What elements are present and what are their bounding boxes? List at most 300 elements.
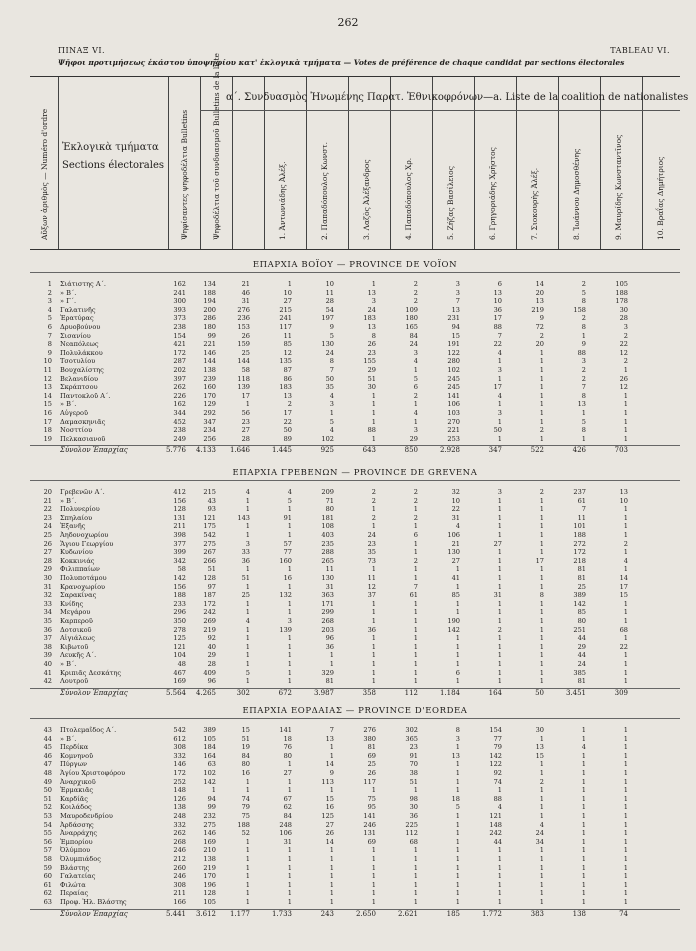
cell-value: 14 (619, 574, 628, 582)
cell-value: 29 (577, 642, 586, 651)
cell-value: 158 (573, 305, 586, 314)
cell-value: 1 (287, 634, 292, 643)
cell-value: 10 (283, 288, 292, 297)
section-name: Σισανίου (60, 331, 91, 340)
cell-value: 75 (367, 794, 376, 803)
row-number: 4 (47, 305, 52, 314)
table-row (30, 400, 680, 409)
row-number: 57 (43, 846, 52, 855)
cell-value: 412 (173, 488, 186, 496)
cell-value: 24 (367, 531, 376, 539)
section-name: » Γ΄. (60, 297, 77, 306)
cell-value: 28 (207, 660, 216, 668)
cell-value: 1 (581, 434, 586, 443)
cell-value: 130 (321, 574, 334, 582)
cell-value: 7 (581, 383, 586, 392)
cell-value: 84 (409, 331, 418, 340)
cell-value: 2 (539, 426, 544, 435)
cell-value: 1 (539, 786, 544, 795)
cell-value: 85 (451, 591, 460, 600)
cell-value: 1 (455, 820, 460, 829)
row-number: 30 (43, 574, 52, 582)
section-name: Ἐξανῆς (60, 522, 86, 531)
section-name: » Β΄. (60, 734, 77, 743)
cell-value: 1 (539, 880, 544, 889)
cell-value: 8 (539, 591, 544, 600)
cell-value: 1 (497, 548, 502, 557)
cell-value: 13 (577, 400, 586, 409)
cell-value: 1 (287, 505, 292, 514)
row-number: 54 (43, 820, 52, 829)
cell-value: 2 (581, 314, 586, 323)
cell-value: 1 (287, 863, 292, 872)
cell-value: 347 (488, 446, 502, 455)
cell-value: 385 (573, 668, 586, 677)
cell-value: 52 (241, 829, 250, 838)
section-name: Ἐρατύρας (60, 314, 94, 323)
cell-value: 188 (615, 288, 628, 297)
cell-value: 12 (619, 348, 628, 357)
cell-value: 1 (539, 898, 544, 906)
cell-value: 211 (173, 522, 186, 531)
cell-value: 13 (493, 288, 502, 297)
cell-value: 128 (173, 505, 186, 514)
cell-value: 1 (287, 677, 292, 686)
row-number: 10 (43, 357, 52, 366)
cell-value: 9 (329, 323, 334, 331)
cell-value: 1 (581, 726, 586, 734)
cell-value: 542 (173, 726, 186, 734)
cell-value: 5 (581, 417, 586, 426)
cell-value: 1 (539, 496, 544, 505)
cell-value: 4 (623, 556, 628, 565)
cell-value: 1 (581, 794, 586, 803)
cell-value: 1.184 (439, 688, 460, 697)
cell-value: 28 (619, 314, 628, 323)
cell-value: 1 (623, 777, 628, 786)
cell-value: 850 (404, 446, 418, 455)
cell-value: 1 (623, 829, 628, 838)
cell-value: 2 (497, 625, 502, 634)
cell-value: 1 (287, 898, 292, 906)
cell-value: 276 (363, 726, 376, 734)
cell-value: 1 (245, 522, 250, 531)
cell-value: 88 (367, 426, 376, 435)
cell-value: 232 (203, 812, 216, 820)
cell-value: 219 (203, 863, 216, 872)
section-name: Κριπιᾶς Δεσκάτης (60, 668, 122, 677)
cell-value: 363 (321, 591, 334, 600)
cell-value: 121 (203, 513, 216, 522)
cell-value: 1 (581, 863, 586, 872)
cell-value: 1 (623, 409, 628, 417)
cell-value: 8 (581, 323, 586, 331)
cell-value: 1 (539, 863, 544, 872)
cell-value: 23 (241, 417, 250, 426)
cell-value: 4.133 (195, 446, 216, 455)
cell-value: 1 (539, 434, 544, 443)
cell-value: 1 (623, 391, 628, 400)
cell-value: 2 (287, 400, 292, 409)
province-title: ΕΠΑΡΧΙΑ ΕΟΡΔΑΙΑΣ — PROVINCE D'EORDEA (242, 706, 468, 716)
cell-value: 81 (325, 677, 334, 686)
cell-value: 128 (203, 574, 216, 582)
table-row (30, 488, 680, 497)
cell-value: 69 (367, 837, 376, 846)
cell-value: 1 (539, 872, 544, 881)
table-row (30, 760, 680, 769)
row-number: 29 (43, 565, 52, 574)
cell-value: 1 (287, 668, 292, 677)
cell-value: 102 (447, 366, 460, 374)
section-name: Λευκῆς Α΄. (60, 651, 97, 660)
cell-value: 1.445 (271, 446, 292, 455)
cell-value: 35 (367, 548, 376, 557)
cell-value: 1 (413, 898, 418, 906)
cell-value: 57 (283, 539, 292, 548)
cell-value: 130 (447, 548, 460, 557)
table-row (30, 435, 680, 444)
cell-value: 1 (329, 651, 334, 660)
cell-value: 1 (455, 677, 460, 686)
cell-value: 73 (367, 556, 376, 565)
cell-value: 1 (287, 846, 292, 855)
cell-value: 17 (283, 409, 292, 417)
cell-value: 16 (241, 769, 250, 777)
cell-value: 1 (539, 660, 544, 668)
section-name: Ἐρμακιᾶς (60, 786, 94, 795)
section-name: Βουχαλίστης (60, 366, 104, 374)
cell-value: 1 (623, 617, 628, 625)
cell-value: 81 (367, 743, 376, 752)
cell-value: 7 (581, 505, 586, 514)
cell-value: 1 (497, 505, 502, 514)
cell-value: 1 (329, 743, 334, 752)
cell-value: 33 (241, 548, 250, 557)
cell-value: 85 (577, 608, 586, 617)
row-number: 58 (43, 855, 52, 863)
cell-value: 28 (325, 297, 334, 306)
cell-value: 377 (173, 539, 186, 548)
table-row (30, 531, 680, 540)
row-number: 7 (47, 331, 52, 340)
cell-value: 1 (581, 846, 586, 855)
table-row (30, 366, 680, 375)
province-title: ΕΠΑΡΧΙΑ ΓΡΕΒΕΝΩΝ — PROVINCE DE GREVENA (232, 468, 478, 478)
cell-value: 1 (623, 837, 628, 846)
cell-value: 46 (241, 288, 250, 297)
row-number: 32 (43, 591, 52, 600)
section-name: Κιβωτοῦ (60, 642, 89, 651)
cell-value: 88 (493, 794, 502, 803)
row-number: 31 (43, 582, 52, 591)
cell-value: 235 (321, 539, 334, 548)
cell-value: 30 (367, 383, 376, 392)
cell-value: 1 (539, 565, 544, 574)
cell-value: 1 (581, 769, 586, 777)
table-row (30, 349, 680, 358)
row-number: 39 (43, 651, 52, 660)
cell-value: 1 (539, 582, 544, 591)
cell-value: 187 (203, 591, 216, 600)
cell-value: 8 (581, 391, 586, 400)
cell-value: 1.772 (481, 909, 502, 918)
cell-value: 1 (287, 599, 292, 608)
cell-value: 79 (241, 803, 250, 812)
section-name: Περαίας (60, 889, 89, 898)
section-name: Ἀρδάσσης (60, 820, 94, 829)
cell-value: 1 (623, 743, 628, 752)
cell-value: 86 (283, 374, 292, 383)
cell-value: 25 (367, 760, 376, 769)
cell-value: 74 (493, 777, 502, 786)
section-name: Σπηλαίου (60, 513, 93, 522)
row-number: 21 (43, 496, 52, 505)
cell-value: 3 (287, 617, 292, 625)
table-row (30, 778, 680, 787)
cell-value: 1 (539, 794, 544, 803)
row-number: 34 (43, 608, 52, 617)
cell-value: 215 (203, 488, 216, 496)
cell-value: 105 (203, 734, 216, 743)
row-number: 48 (43, 769, 52, 777)
cell-value: 2 (413, 391, 418, 400)
cell-value: 1 (413, 505, 418, 514)
cell-value: 347 (203, 417, 216, 426)
cell-value: 18 (283, 734, 292, 743)
section-name: Σύνολον Ἐπαρχίας (60, 688, 128, 697)
cell-value: 1 (581, 812, 586, 820)
cell-value: 26 (367, 340, 376, 349)
cell-value: 156 (173, 496, 186, 505)
header-candidate: 9. Μαυρίδης Κωνσταντῖνος (614, 134, 623, 240)
section-name: » Β΄. (60, 496, 77, 505)
table-row (30, 864, 680, 873)
cell-value: 241 (173, 288, 186, 297)
section-name: Ὀλύμπου (60, 846, 91, 855)
cell-value: 1 (287, 855, 292, 863)
cell-value: 171 (321, 599, 334, 608)
row-number: 20 (43, 488, 52, 496)
cell-value: 24 (367, 305, 376, 314)
cell-value: 95 (367, 803, 376, 812)
cell-value: 170 (203, 872, 216, 881)
cell-value: 1 (581, 820, 586, 829)
cell-value: 35 (325, 383, 334, 392)
cell-value: 248 (173, 812, 186, 820)
header-section-gr: Ἐκλογικὰ τμήματα (62, 142, 159, 153)
cell-value: 11 (367, 574, 376, 582)
cell-value: 1 (371, 651, 376, 660)
header-list: Ψηφοδέλτια τοῦ συνδυασμοῦ Bulletins de la liste (212, 53, 221, 240)
cell-value: 13 (367, 288, 376, 297)
section-name: Μεγάρου (60, 608, 91, 617)
cell-value: 118 (237, 374, 250, 383)
cell-value: 22 (619, 642, 628, 651)
cell-value: 270 (447, 417, 460, 426)
cell-value: 1 (371, 872, 376, 881)
table-row (30, 409, 680, 418)
cell-value: 1 (413, 617, 418, 625)
cell-value: 121 (489, 812, 502, 820)
section-name: Αἰγιάλεως (60, 634, 95, 643)
header-candidate: 7. Σιοκουρὴς Ἀλέξ. (530, 167, 539, 240)
cell-value: 104 (173, 651, 186, 660)
cell-value: 142 (173, 574, 186, 582)
cell-value: 1 (497, 565, 502, 574)
section-name: Φιλιππαίων (60, 565, 100, 574)
cell-value: 1 (539, 642, 544, 651)
cell-value: 275 (203, 539, 216, 548)
cell-value: 292 (203, 409, 216, 417)
cell-value: 1 (539, 677, 544, 686)
cell-value: 2 (581, 280, 586, 288)
cell-value: 14 (535, 280, 544, 288)
cell-value: 79 (493, 743, 502, 752)
row-number: 49 (43, 777, 52, 786)
cell-value: 1 (623, 599, 628, 608)
cell-value: 200 (203, 305, 216, 314)
cell-value: 1 (539, 391, 544, 400)
cell-value: 1 (455, 565, 460, 574)
cell-value: 1 (497, 855, 502, 863)
cell-value: 203 (321, 625, 334, 634)
cell-value: 102 (203, 769, 216, 777)
cell-value: 50 (493, 426, 502, 435)
cell-value: 1 (623, 880, 628, 889)
cell-value: 22 (451, 505, 460, 514)
cell-value: 81 (577, 574, 586, 582)
cell-value: 44 (493, 837, 502, 846)
row-number: 5 (47, 314, 52, 323)
cell-value: 1 (371, 434, 376, 443)
section-name: Περδίκα (60, 743, 89, 752)
cell-value: 542 (203, 531, 216, 539)
table-row (30, 821, 680, 830)
table-row (30, 643, 680, 652)
table-row (30, 752, 680, 761)
cell-value: 196 (203, 880, 216, 889)
cell-value: 238 (173, 426, 186, 435)
cell-value: 103 (447, 409, 460, 417)
cell-value: 1 (245, 898, 250, 906)
cell-value: 4 (413, 409, 418, 417)
table-row (30, 375, 680, 384)
cell-value: 117 (363, 777, 376, 786)
cell-value: 1 (245, 505, 250, 514)
table-label-right: TABLEAU VI. (610, 46, 670, 55)
cell-value: 1 (581, 880, 586, 889)
cell-value: 1 (623, 751, 628, 760)
cell-value: 148 (173, 786, 186, 795)
row-number: 53 (43, 812, 52, 820)
cell-value: 1 (245, 880, 250, 889)
table-row (30, 669, 680, 678)
cell-value: 1 (245, 634, 250, 643)
cell-value: 36 (367, 625, 376, 634)
cell-value: 80 (283, 751, 292, 760)
cell-value: 211 (173, 889, 186, 898)
cell-value: 342 (173, 556, 186, 565)
cell-value: 1 (581, 751, 586, 760)
cell-value: 1 (497, 846, 502, 855)
cell-value: 1 (413, 522, 418, 531)
cell-value: 94 (207, 794, 216, 803)
cell-value: 8 (329, 357, 334, 366)
cell-value: 129 (203, 400, 216, 409)
cell-value: 10 (619, 496, 628, 505)
cell-value: 256 (203, 434, 216, 443)
cell-value: 1 (371, 855, 376, 863)
cell-value: 380 (363, 734, 376, 743)
section-name: Γαλατινῆς (60, 305, 96, 314)
row-number: 41 (43, 668, 52, 677)
cell-value: 5 (329, 331, 334, 340)
row-number: 62 (43, 889, 52, 898)
cell-value: 146 (203, 348, 216, 357)
table-row (30, 786, 680, 795)
cell-value: 3 (455, 288, 460, 297)
cell-value: 4 (539, 820, 544, 829)
table-row (30, 634, 680, 643)
cell-value: 1 (245, 582, 250, 591)
cell-value: 36 (325, 642, 334, 651)
cell-value: 1 (539, 769, 544, 777)
table-row (30, 289, 680, 298)
cell-value: 77 (283, 548, 292, 557)
cell-value: 286 (203, 314, 216, 323)
cell-value: 2 (413, 288, 418, 297)
cell-value: 2 (539, 777, 544, 786)
cell-value: 13 (283, 391, 292, 400)
cell-value: 4 (455, 522, 460, 531)
cell-value: 17 (493, 383, 502, 392)
cell-value: 234 (203, 426, 216, 435)
cell-value: 202 (173, 366, 186, 374)
cell-value: 17 (535, 556, 544, 565)
cell-value: 1 (581, 803, 586, 812)
cell-value: 154 (173, 331, 186, 340)
table-row (30, 855, 680, 864)
cell-value: 1 (413, 565, 418, 574)
cell-value: 9 (539, 314, 544, 323)
cell-value: 1 (287, 565, 292, 574)
section-name: Ἀναρχικοῦ (60, 777, 96, 786)
cell-value: 1 (329, 880, 334, 889)
row-number: 22 (43, 505, 52, 514)
cell-value: 3 (329, 400, 334, 409)
cell-value: 209 (321, 488, 334, 496)
cell-value: 1 (455, 760, 460, 769)
cell-value: 1 (623, 531, 628, 539)
cell-value: 5 (455, 803, 460, 812)
coalition-title: α΄. Συνδυασμὸς Ἠνωμένης Παρατ. Ἐθνικοφρόνων—a. Liste de la coalition de nationalistes (226, 92, 689, 103)
cell-value: 131 (363, 829, 376, 838)
cell-value: 74 (619, 909, 628, 918)
cell-value: 17 (493, 314, 502, 323)
section-name: Πολυνερίου (60, 505, 100, 514)
header-candidate: 4. Παπαδόπουλος Χρ. (404, 157, 413, 240)
row-number: 37 (43, 634, 52, 643)
table-row (30, 314, 680, 323)
cell-value: 1 (623, 820, 628, 829)
cell-value: 126 (173, 794, 186, 803)
cell-value: 12 (367, 582, 376, 591)
cell-value: 3 (497, 409, 502, 417)
cell-value: 172 (173, 769, 186, 777)
cell-value: 5 (581, 288, 586, 297)
cell-value: 1 (539, 625, 544, 634)
